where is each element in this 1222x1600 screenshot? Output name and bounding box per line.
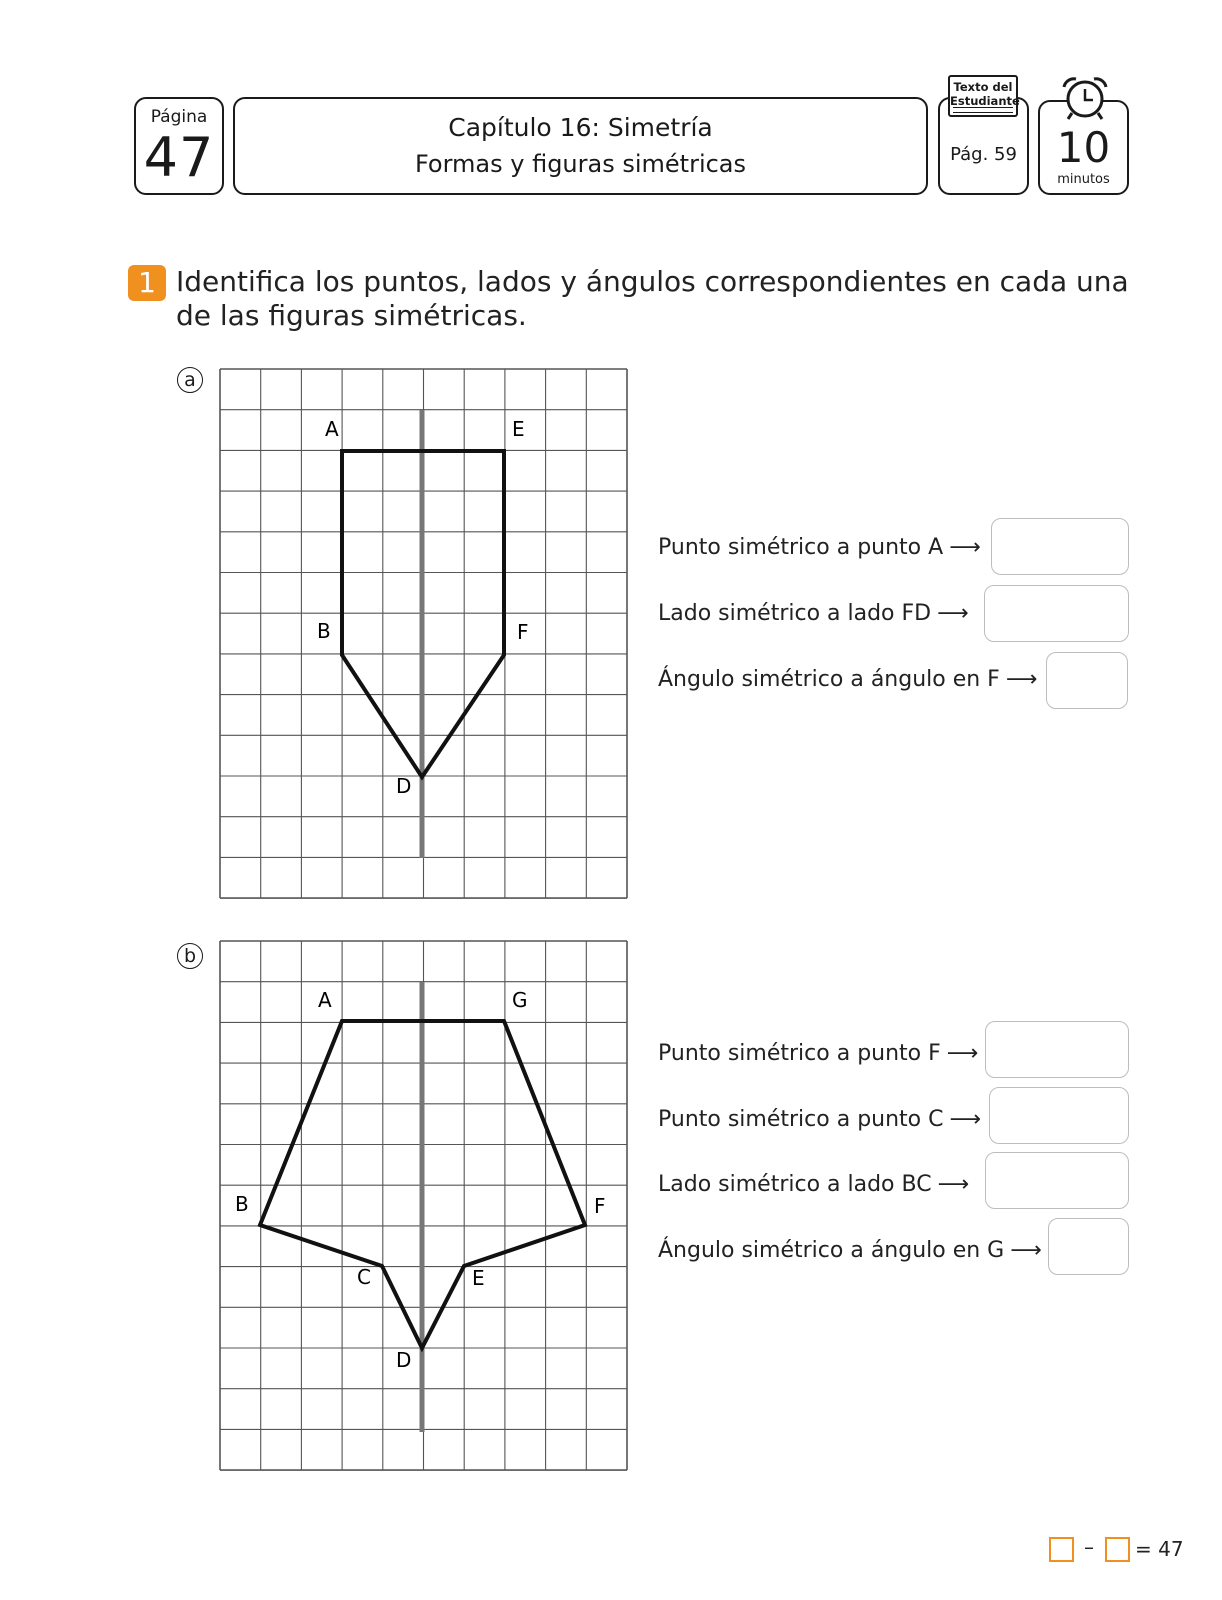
part-b-letter: b	[177, 943, 203, 969]
part-b-point-label: C	[357, 1265, 371, 1289]
part-b-point-label: D	[396, 1348, 412, 1372]
page-number: 47	[143, 126, 215, 189]
part-a-prompt	[658, 667, 1037, 692]
part-b-point-label: G	[512, 988, 528, 1012]
topic-title: Formas y figuras simétricas	[414, 150, 747, 178]
reference-page: Pág. 59	[950, 144, 1017, 165]
answer-box[interactable]	[985, 1021, 1129, 1078]
prompt-text: Lado simétrico a lado BC	[658, 1172, 932, 1197]
reference-box	[938, 80, 1029, 195]
part-a-prompt	[658, 535, 981, 560]
book-icon: Texto del Estudiante	[948, 75, 1018, 117]
part-b-prompt	[658, 1107, 981, 1132]
part-a-prompt	[658, 601, 969, 626]
chapter-title: Capítulo 16: Simetría	[448, 113, 713, 142]
prompt-text: Lado simétrico a lado FD	[658, 601, 932, 626]
part-b-prompt	[658, 1041, 978, 1066]
arrow-right-icon: ⟶	[937, 1172, 970, 1197]
part-a-point-label: B	[317, 619, 331, 643]
chapter-title-box	[233, 97, 928, 195]
part-a-letter: a	[177, 367, 203, 393]
part-b-grid	[220, 941, 627, 1470]
arrow-right-icon: ⟶	[1005, 667, 1038, 692]
prompt-text: Punto simétrico a punto A	[658, 535, 944, 560]
arrow-right-icon: ⟶	[949, 535, 981, 560]
part-b-prompt	[658, 1172, 969, 1197]
part-a-grid	[220, 369, 627, 898]
prompt-text: Punto simétrico a punto F	[658, 1041, 941, 1066]
answer-box[interactable]	[984, 585, 1129, 642]
time-value: 10	[1056, 123, 1111, 172]
footer-square-2	[1105, 1537, 1130, 1562]
answer-box[interactable]	[985, 1152, 1129, 1209]
answer-box[interactable]	[1046, 652, 1128, 709]
arrow-right-icon: ⟶	[946, 1041, 979, 1066]
part-b-point-label: B	[235, 1192, 249, 1216]
arrow-right-icon: ⟶	[949, 1107, 982, 1132]
part-b-prompt	[658, 1238, 1042, 1263]
question-text: Identifica los puntos, lados y ángulos correspondientes en cada una de las figuras simétricas.	[176, 265, 1129, 332]
part-a-point-label: F	[517, 620, 529, 644]
alarm-clock-icon	[1058, 75, 1112, 121]
part-a-point-label: D	[396, 774, 412, 798]
answer-box[interactable]	[989, 1087, 1129, 1144]
answer-box[interactable]	[991, 518, 1129, 575]
prompt-text: Ángulo simétrico a ángulo en G	[658, 1238, 1005, 1263]
part-a-point-label: A	[325, 417, 339, 441]
part-a-point-label: E	[512, 417, 525, 441]
time-unit: minutos	[1057, 172, 1110, 187]
prompt-text: Punto simétrico a punto C	[658, 1107, 944, 1132]
footer-square-1	[1049, 1537, 1074, 1562]
question-number-badge: 1	[128, 265, 166, 301]
prompt-text: Ángulo simétrico a ángulo en F	[658, 667, 1000, 692]
page-number-box	[134, 97, 224, 195]
part-b-point-label: A	[318, 988, 332, 1012]
arrow-right-icon: ⟶	[1010, 1238, 1042, 1263]
time-box	[1038, 100, 1129, 195]
part-b-point-label: F	[594, 1194, 606, 1218]
part-b-point-label: E	[472, 1266, 485, 1290]
arrow-right-icon: ⟶	[937, 601, 969, 626]
footer-minus: –	[1084, 1535, 1094, 1559]
footer-equation: = 47	[1135, 1537, 1184, 1561]
answer-box[interactable]	[1048, 1218, 1129, 1275]
part-b-shape	[260, 1021, 585, 1348]
page-label: Página	[150, 107, 208, 127]
part-a-shape	[342, 451, 504, 777]
